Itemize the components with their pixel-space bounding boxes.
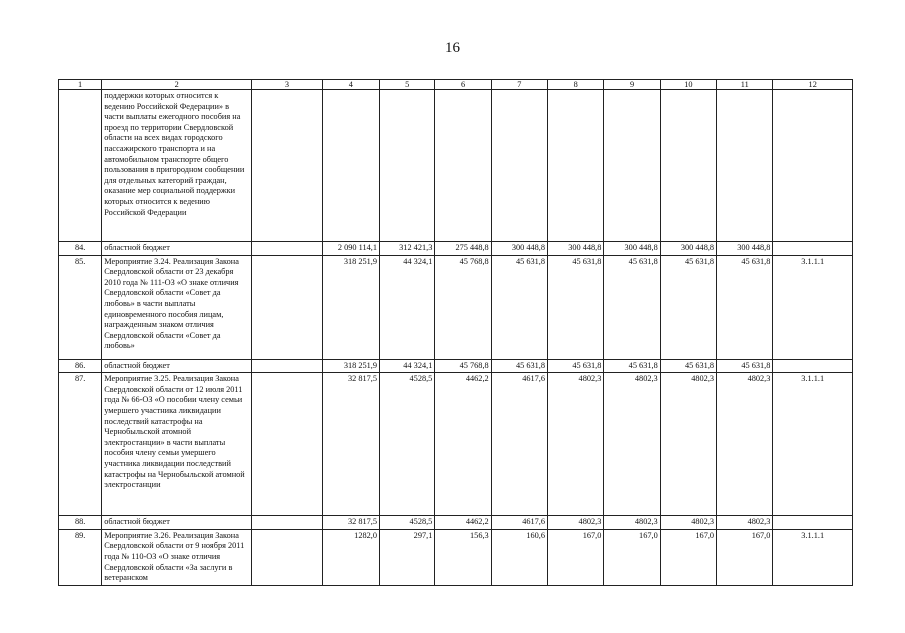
target-code-cell xyxy=(773,90,853,242)
page-number: 16 xyxy=(445,40,460,56)
column-number-cell: 1 xyxy=(59,80,102,90)
source-cell xyxy=(252,255,322,359)
total-cell: 318 251,9 xyxy=(322,255,379,359)
column-number-cell: 6 xyxy=(435,80,491,90)
column-number-cell: 12 xyxy=(773,80,853,90)
year-value-cell: 45 631,8 xyxy=(717,255,773,359)
year-value-cell: 4802,3 xyxy=(548,516,604,530)
row-name: областной бюджет xyxy=(102,359,252,373)
year-value-cell: 4528,5 xyxy=(380,516,435,530)
year-value-cell: 4802,3 xyxy=(660,373,716,516)
target-code-cell: 3.1.1.1 xyxy=(773,529,853,585)
year-value-cell: 300 448,8 xyxy=(604,242,660,256)
source-cell xyxy=(252,90,322,242)
year-value-cell: 45 631,8 xyxy=(660,359,716,373)
year-value-cell: 167,0 xyxy=(717,529,773,585)
year-value-cell: 300 448,8 xyxy=(491,242,547,256)
year-value-cell: 45 631,8 xyxy=(604,255,660,359)
total-cell xyxy=(322,90,379,242)
total-cell: 2 090 114,1 xyxy=(322,242,379,256)
source-cell xyxy=(252,529,322,585)
table-row xyxy=(59,529,853,585)
target-code-cell: 3.1.1.1 xyxy=(773,373,853,516)
year-value-cell: 300 448,8 xyxy=(717,242,773,256)
year-value-cell: 45 768,8 xyxy=(435,255,491,359)
year-value-cell: 45 631,8 xyxy=(604,359,660,373)
year-value-cell: 45 631,8 xyxy=(717,359,773,373)
year-value-cell: 45 631,8 xyxy=(491,359,547,373)
column-number-cell: 11 xyxy=(717,80,773,90)
year-value-cell: 4462,2 xyxy=(435,373,491,516)
row-name: поддержки которых относится к ведению Российской Федерации» в части выплаты ежегодного пособия на проезд по территории Свердловской области на всех видах городского пассажирского транспорта и на автомобильном транспорте общего пользования в пригородном сообщении для отдельных категорий граждан, оказание мер социальной поддержки которых относится к ведению Российской Федерации xyxy=(102,90,252,242)
column-number-cell: 4 xyxy=(322,80,379,90)
row-number: 84. xyxy=(59,242,102,256)
row-name: Мероприятие 3.24. Реализация Закона Свердловской области от 23 декабря 2010 года № 111-ОЗ «О знаке отличия Свердловской области «Совет да любовь» в части выплаты единовременного пособия лицам, награжденным знаком отличия Свердловской области «Совет да любовь» xyxy=(102,255,252,359)
year-value-cell: 160,6 xyxy=(491,529,547,585)
column-number-cell: 10 xyxy=(660,80,716,90)
source-cell xyxy=(252,373,322,516)
table-row xyxy=(59,242,853,256)
row-name: областной бюджет xyxy=(102,242,252,256)
target-code-cell xyxy=(773,516,853,530)
target-code-cell xyxy=(773,242,853,256)
row-name: Мероприятие 3.26. Реализация Закона Свердловской области от 9 ноября 2011 года № 110-ОЗ «О знаке отличия Свердловской области «За заслуги в ветеранском xyxy=(102,529,252,585)
column-number-cell: 9 xyxy=(604,80,660,90)
year-value-cell: 4802,3 xyxy=(660,516,716,530)
year-value-cell: 167,0 xyxy=(660,529,716,585)
source-cell xyxy=(252,359,322,373)
budget-table xyxy=(58,79,853,586)
column-number-cell: 7 xyxy=(491,80,547,90)
year-value-cell: 167,0 xyxy=(548,529,604,585)
year-value-cell xyxy=(548,90,604,242)
table-row xyxy=(59,359,853,373)
table-row xyxy=(59,255,853,359)
source-cell xyxy=(252,516,322,530)
year-value-cell: 167,0 xyxy=(604,529,660,585)
total-cell: 32 817,5 xyxy=(322,516,379,530)
year-value-cell: 44 324,1 xyxy=(380,255,435,359)
table-row xyxy=(59,373,853,516)
year-value-cell: 45 768,8 xyxy=(435,359,491,373)
year-value-cell: 275 448,8 xyxy=(435,242,491,256)
year-value-cell xyxy=(435,90,491,242)
year-value-cell: 312 421,3 xyxy=(380,242,435,256)
row-number: 86. xyxy=(59,359,102,373)
year-value-cell: 45 631,8 xyxy=(660,255,716,359)
column-number-cell: 3 xyxy=(252,80,322,90)
year-value-cell: 300 448,8 xyxy=(660,242,716,256)
table-row xyxy=(59,516,853,530)
year-value-cell: 45 631,8 xyxy=(491,255,547,359)
total-cell: 318 251,9 xyxy=(322,359,379,373)
year-value-cell: 44 324,1 xyxy=(380,359,435,373)
column-number-row xyxy=(59,80,853,90)
column-number-cell: 8 xyxy=(548,80,604,90)
year-value-cell: 297,1 xyxy=(380,529,435,585)
year-value-cell: 156,3 xyxy=(435,529,491,585)
year-value-cell xyxy=(604,90,660,242)
target-code-cell xyxy=(773,359,853,373)
row-number: 85. xyxy=(59,255,102,359)
year-value-cell xyxy=(380,90,435,242)
column-number-cell: 2 xyxy=(102,80,252,90)
total-cell: 1282,0 xyxy=(322,529,379,585)
row-number: 87. xyxy=(59,373,102,516)
year-value-cell: 4802,3 xyxy=(604,516,660,530)
row-name: областной бюджет xyxy=(102,516,252,530)
table-row xyxy=(59,90,853,242)
row-number: 88. xyxy=(59,516,102,530)
row-number xyxy=(59,90,102,242)
source-cell xyxy=(252,242,322,256)
row-number: 89. xyxy=(59,529,102,585)
year-value-cell: 4617,6 xyxy=(491,516,547,530)
target-code-cell: 3.1.1.1 xyxy=(773,255,853,359)
year-value-cell xyxy=(660,90,716,242)
year-value-cell: 300 448,8 xyxy=(548,242,604,256)
year-value-cell: 4462,2 xyxy=(435,516,491,530)
row-name: Мероприятие 3.25. Реализация Закона Свердловской области от 12 июля 2011 года № 66-ОЗ «О пособии члену семьи умершего участника ликвидации последствий катастрофы на Чернобыльской атомной электростанции» в части выплаты пособия члену семьи умершего участника ликвидации последствий катастрофы на Чернобыльской атомной электростанции xyxy=(102,373,252,516)
year-value-cell: 4802,3 xyxy=(548,373,604,516)
total-cell: 32 817,5 xyxy=(322,373,379,516)
column-number-cell: 5 xyxy=(380,80,435,90)
year-value-cell: 4617,6 xyxy=(491,373,547,516)
year-value-cell xyxy=(491,90,547,242)
year-value-cell: 4802,3 xyxy=(717,516,773,530)
year-value-cell: 4528,5 xyxy=(380,373,435,516)
year-value-cell: 45 631,8 xyxy=(548,255,604,359)
year-value-cell xyxy=(717,90,773,242)
year-value-cell: 4802,3 xyxy=(604,373,660,516)
year-value-cell: 4802,3 xyxy=(717,373,773,516)
year-value-cell: 45 631,8 xyxy=(548,359,604,373)
